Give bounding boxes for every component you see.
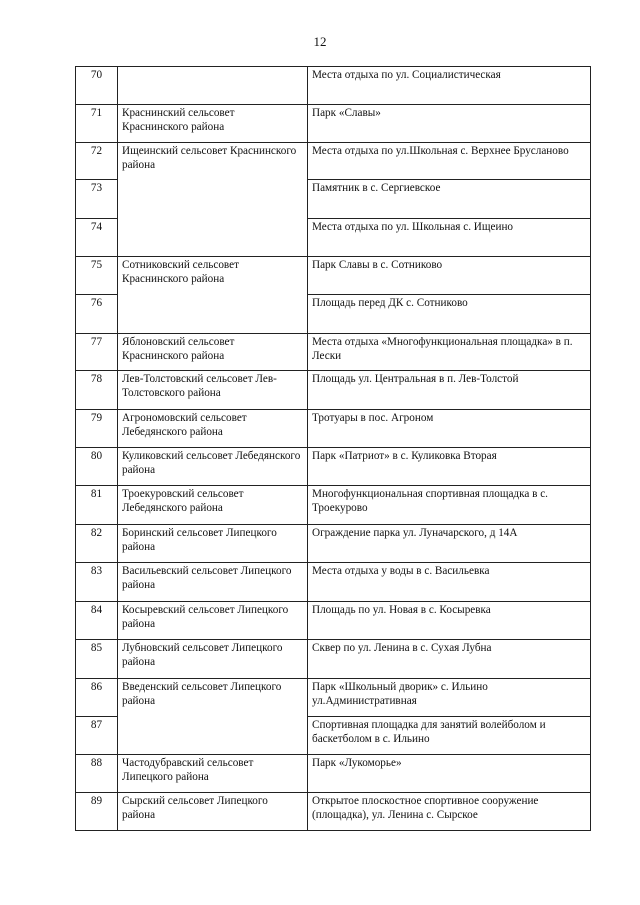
table-row xyxy=(76,525,591,563)
council-cell: Косыревский сельсовет Липецкого района xyxy=(118,602,308,640)
row-number: 70 xyxy=(76,67,118,105)
site-cell: Памятник в с. Сергиевское xyxy=(308,180,591,219)
table-row xyxy=(76,105,591,143)
council-cell: Частодубравский сельсовет Липецкого района xyxy=(118,755,308,793)
site-cell: Многофункциональная спортивная площадка в с. Троекурово xyxy=(308,486,591,525)
table-row xyxy=(76,448,591,486)
council-cell: Боринский сельсовет Липецкого района xyxy=(118,525,308,563)
row-number: 81 xyxy=(76,486,118,525)
row-number: 83 xyxy=(76,563,118,602)
row-number: 71 xyxy=(76,105,118,143)
site-cell: Площадь ул. Центральная в п. Лев-Толстой xyxy=(308,371,591,410)
site-cell: Тротуары в пос. Агроном xyxy=(308,410,591,448)
table-row xyxy=(76,371,591,410)
row-number: 89 xyxy=(76,793,118,831)
row-number: 86 xyxy=(76,679,118,717)
council-cell: Куликовский сельсовет Лебедянского района xyxy=(118,448,308,486)
site-cell: Парк Славы в с. Сотниково xyxy=(308,257,591,295)
row-number: 82 xyxy=(76,525,118,563)
site-cell: Места отдыха «Многофункциональная площадка» в п. Лески xyxy=(308,334,591,371)
site-cell: Места отдыха у воды в с. Васильевка xyxy=(308,563,591,602)
row-number: 73 xyxy=(76,180,118,219)
table-row xyxy=(76,563,591,602)
council-cell: Агрономовский сельсовет Лебедянского района xyxy=(118,410,308,448)
council-cell: Лев-Толстовский сельсовет Лев-Толстовского района xyxy=(118,371,308,410)
site-cell: Площадь по ул. Новая в с. Косыревка xyxy=(308,602,591,640)
site-cell: Площадь перед ДК с. Сотниково xyxy=(308,295,591,334)
row-number: 84 xyxy=(76,602,118,640)
council-cell: Краснинский сельсовет Краснинского района xyxy=(118,105,308,143)
site-cell: Парк «Славы» xyxy=(308,105,591,143)
council-cell: Троекуровский сельсовет Лебедянского района xyxy=(118,486,308,525)
council-cell: Введенский сельсовет Липецкого района xyxy=(118,679,308,755)
row-number: 76 xyxy=(76,295,118,334)
page-number: 12 xyxy=(313,34,327,49)
council-cell: Сотниковский сельсовет Краснинского района xyxy=(118,257,308,334)
row-number: 77 xyxy=(76,334,118,371)
row-number: 85 xyxy=(76,640,118,679)
site-cell: Спортивная площадка для занятий волейболом и баскетболом в с. Ильино xyxy=(308,717,591,755)
table-row xyxy=(76,755,591,793)
table-row xyxy=(76,793,591,831)
council-cell xyxy=(118,67,308,105)
row-number: 72 xyxy=(76,143,118,180)
site-cell: Парк «Патриот» в с. Куликовка Вторая xyxy=(308,448,591,486)
site-cell: Парк «Лукоморье» xyxy=(308,755,591,793)
site-cell: Парк «Школьный дворик» с. Ильино ул.Административная xyxy=(308,679,591,717)
row-number: 80 xyxy=(76,448,118,486)
table-row xyxy=(76,640,591,679)
site-cell: Места отдыха по ул.Школьная с. Верхнее Брусланово xyxy=(308,143,591,180)
table-row xyxy=(76,602,591,640)
council-cell: Васильевский сельсовет Липецкого района xyxy=(118,563,308,602)
row-number: 74 xyxy=(76,219,118,257)
row-number: 87 xyxy=(76,717,118,755)
registry-table xyxy=(75,66,591,831)
table-row xyxy=(76,257,591,295)
site-cell: Места отдыха по ул. Школьная с. Ищеино xyxy=(308,219,591,257)
table-row xyxy=(76,67,591,105)
table-row xyxy=(76,143,591,180)
table-row xyxy=(76,410,591,448)
council-cell: Яблоновский сельсовет Краснинского района xyxy=(118,334,308,371)
council-cell: Ищеинский сельсовет Краснинского района xyxy=(118,143,308,257)
row-number: 78 xyxy=(76,371,118,410)
site-cell: Сквер по ул. Ленина в с. Сухая Лубна xyxy=(308,640,591,679)
site-cell: Ограждение парка ул. Луначарского, д 14А xyxy=(308,525,591,563)
table-row xyxy=(76,679,591,717)
row-number: 79 xyxy=(76,410,118,448)
council-cell: Сырский сельсовет Липецкого района xyxy=(118,793,308,831)
site-cell: Места отдыха по ул. Социалистическая xyxy=(308,67,591,105)
table-row xyxy=(76,486,591,525)
row-number: 88 xyxy=(76,755,118,793)
council-cell: Лубновский сельсовет Липецкого района xyxy=(118,640,308,679)
table-row xyxy=(76,334,591,371)
site-cell: Открытое плоскостное спортивное сооружение (площадка), ул. Ленина с. Сырское xyxy=(308,793,591,831)
row-number: 75 xyxy=(76,257,118,295)
